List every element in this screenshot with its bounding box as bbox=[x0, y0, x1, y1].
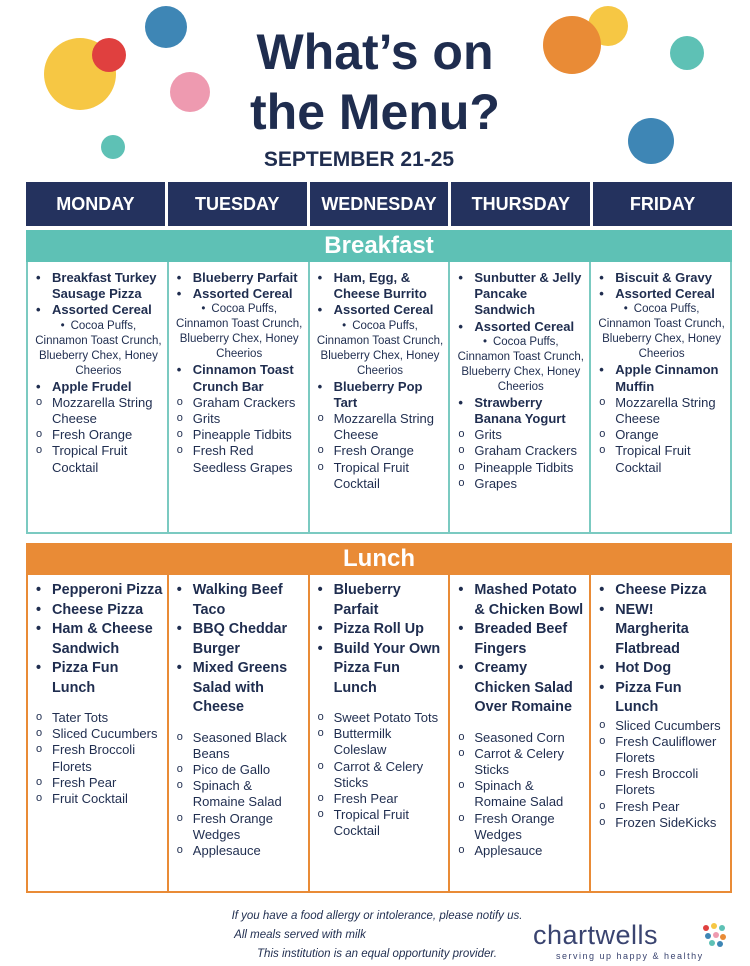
side-item: o Fresh Broccoli Florets bbox=[597, 766, 726, 798]
day-header-monday: MONDAY bbox=[26, 182, 165, 226]
date-range: SEPTEMBER 21-25 bbox=[263, 148, 455, 171]
side-item: o Fruit Cocktail bbox=[34, 791, 163, 807]
lunch-column-monday bbox=[28, 575, 167, 891]
day-header-friday: FRIDAY bbox=[593, 182, 732, 226]
spacer bbox=[456, 718, 585, 730]
breakfast-column-wednesday bbox=[308, 262, 449, 532]
side-item: o Sweet Potato Tots bbox=[316, 710, 445, 726]
side-item: o Sliced Cucumbers bbox=[597, 718, 726, 734]
side-item: o Graham Crackers bbox=[175, 395, 304, 411]
entree-item: • Build Your Own Pizza Fun Lunch bbox=[316, 640, 445, 699]
side-item: o Grits bbox=[456, 427, 585, 443]
entree-item: • Cheese Pizza bbox=[34, 601, 163, 621]
side-item: o Applesauce bbox=[456, 843, 585, 859]
entree-item: • Biscuit & Gravy bbox=[597, 270, 726, 286]
entree-item: • Assorted Cereal bbox=[175, 286, 304, 302]
breakfast-column-monday bbox=[28, 262, 167, 532]
breakfast-column-thursday bbox=[448, 262, 589, 532]
entree-item: • Mashed Potato & Chicken Bowl bbox=[456, 581, 585, 620]
lunch-column-tuesday bbox=[167, 575, 308, 891]
entree-item: • Hot Dog bbox=[597, 659, 726, 679]
spacer bbox=[34, 698, 163, 710]
side-item: o Tropical Fruit Cocktail bbox=[316, 460, 445, 492]
side-item: o Seasoned Corn bbox=[456, 730, 585, 746]
chartwells-dots-icon bbox=[700, 922, 728, 950]
side-item: o Fresh Pear bbox=[597, 799, 726, 815]
day-header-thursday: THURSDAY bbox=[451, 182, 590, 226]
entree-item: • Creamy Chicken Salad Over Romaine bbox=[456, 659, 585, 718]
chartwells-tagline: serving up happy & healthy bbox=[556, 951, 704, 961]
side-item: o Fresh Orange bbox=[316, 443, 445, 459]
day-header-tuesday: TUESDAY bbox=[168, 182, 307, 226]
side-item: o Fresh Pear bbox=[34, 775, 163, 791]
cereal-options: • Cocoa Puffs, Cinnamon Toast Crunch, Blueberry Chex, Honey Cheerios bbox=[34, 319, 163, 379]
side-item: o Spinach & Romaine Salad bbox=[456, 778, 585, 810]
page-title-line-2: the Menu? bbox=[250, 84, 500, 140]
side-item: o Fresh Broccoli Florets bbox=[34, 742, 163, 774]
entree-item: • Assorted Cereal bbox=[456, 319, 585, 335]
side-item: o Pineapple Tidbits bbox=[175, 427, 304, 443]
side-item: o Fresh Orange Wedges bbox=[456, 811, 585, 843]
side-item: o Seasoned Black Beans bbox=[175, 730, 304, 762]
lunch-column-wednesday bbox=[308, 575, 449, 891]
entree-item: • Apple Frudel bbox=[34, 379, 163, 395]
side-item: o Carrot & Celery Sticks bbox=[456, 746, 585, 778]
side-item: o Spinach & Romaine Salad bbox=[175, 778, 304, 810]
lunch-column-thursday bbox=[448, 575, 589, 891]
entree-item: • Cheese Pizza bbox=[597, 581, 726, 601]
side-item: o Grapes bbox=[456, 476, 585, 492]
lunch-grid bbox=[26, 575, 732, 893]
cereal-options: • Cocoa Puffs, Cinnamon Toast Crunch, Blueberry Chex, Honey Cheerios bbox=[597, 302, 726, 362]
side-item: o Graham Crackers bbox=[456, 443, 585, 459]
side-item: o Mozzarella String Cheese bbox=[597, 395, 726, 427]
entree-item: • Pepperoni Pizza bbox=[34, 581, 163, 601]
entree-item: • Assorted Cereal bbox=[34, 302, 163, 318]
entree-item: • Mixed Greens Salad with Cheese bbox=[175, 659, 304, 718]
page-title-line-1: What’s on bbox=[256, 24, 494, 80]
cereal-options: • Cocoa Puffs, Cinnamon Toast Crunch, Blueberry Chex, Honey Cheerios bbox=[456, 335, 585, 395]
entree-item: • Apple Cinnamon Muffin bbox=[597, 362, 726, 394]
side-item: o Pineapple Tidbits bbox=[456, 460, 585, 476]
entree-item: • Breakfast Turkey Sausage Pizza bbox=[34, 270, 163, 302]
entree-item: • Strawberry Banana Yogurt bbox=[456, 395, 585, 427]
equal-opportunity-note: This institution is an equal opportunity provider. bbox=[257, 948, 497, 960]
allergy-note: If you have a food allergy or intolerance, please notify us. bbox=[231, 910, 523, 922]
side-item: o Orange bbox=[597, 427, 726, 443]
cereal-options: • Cocoa Puffs, Cinnamon Toast Crunch, Blueberry Chex, Honey Cheerios bbox=[316, 319, 445, 379]
breakfast-column-tuesday bbox=[167, 262, 308, 532]
lunch-column-friday bbox=[589, 575, 730, 891]
side-item: o Fresh Orange Wedges bbox=[175, 811, 304, 843]
side-item: o Fresh Pear bbox=[316, 791, 445, 807]
side-item: o Mozzarella String Cheese bbox=[34, 395, 163, 427]
entree-item: • Breaded Beef Fingers bbox=[456, 620, 585, 659]
milk-note: All meals served with milk bbox=[234, 929, 366, 941]
entree-item: • Ham & Cheese Sandwich bbox=[34, 620, 163, 659]
side-item: o Sliced Cucumbers bbox=[34, 726, 163, 742]
side-item: o Fresh Cauliflower Florets bbox=[597, 734, 726, 766]
side-item: o Fresh Red Seedless Grapes bbox=[175, 443, 304, 475]
entree-item: • Blueberry Parfait bbox=[316, 581, 445, 620]
entree-item: • Blueberry Pop Tart bbox=[316, 379, 445, 411]
side-item: o Tropical Fruit Cocktail bbox=[316, 807, 445, 839]
day-header-row bbox=[26, 182, 732, 226]
cereal-options: • Cocoa Puffs, Cinnamon Toast Crunch, Blueberry Chex, Honey Cheerios bbox=[175, 302, 304, 362]
side-item: o Pico de Gallo bbox=[175, 762, 304, 778]
chartwells-logo: chartwells bbox=[533, 920, 659, 950]
entree-item: • Pizza Fun Lunch bbox=[34, 659, 163, 698]
entree-item: • Blueberry Parfait bbox=[175, 270, 304, 286]
entree-item: • Pizza Fun Lunch bbox=[597, 679, 726, 718]
side-item: o Tropical Fruit Cocktail bbox=[597, 443, 726, 475]
side-item: o Mozzarella String Cheese bbox=[316, 411, 445, 443]
lunch-section-header: Lunch bbox=[26, 543, 732, 575]
side-item: o Grits bbox=[175, 411, 304, 427]
entree-item: • Pizza Roll Up bbox=[316, 620, 445, 640]
entree-item: • Ham, Egg, & Cheese Burrito bbox=[316, 270, 445, 302]
entree-item: • Cinnamon Toast Crunch Bar bbox=[175, 362, 304, 394]
side-item: o Applesauce bbox=[175, 843, 304, 859]
entree-item: • Assorted Cereal bbox=[597, 286, 726, 302]
side-item: o Buttermilk Coleslaw bbox=[316, 726, 445, 758]
breakfast-grid bbox=[26, 262, 732, 534]
side-item: o Fresh Orange bbox=[34, 427, 163, 443]
entree-item: • BBQ Cheddar Burger bbox=[175, 620, 304, 659]
entree-item: • Sunbutter & Jelly Pancake Sandwich bbox=[456, 270, 585, 319]
side-item: o Tropical Fruit Cocktail bbox=[34, 443, 163, 475]
breakfast-section-header: Breakfast bbox=[26, 230, 732, 262]
side-item: o Frozen SideKicks bbox=[597, 815, 726, 831]
day-header-wednesday: WEDNESDAY bbox=[310, 182, 449, 226]
entree-item: • Walking Beef Taco bbox=[175, 581, 304, 620]
spacer bbox=[175, 718, 304, 730]
entree-item: • NEW! Margherita Flatbread bbox=[597, 601, 726, 660]
entree-item: • Assorted Cereal bbox=[316, 302, 445, 318]
side-item: o Tater Tots bbox=[34, 710, 163, 726]
breakfast-column-friday bbox=[589, 262, 730, 532]
side-item: o Carrot & Celery Sticks bbox=[316, 759, 445, 791]
spacer bbox=[316, 698, 445, 710]
